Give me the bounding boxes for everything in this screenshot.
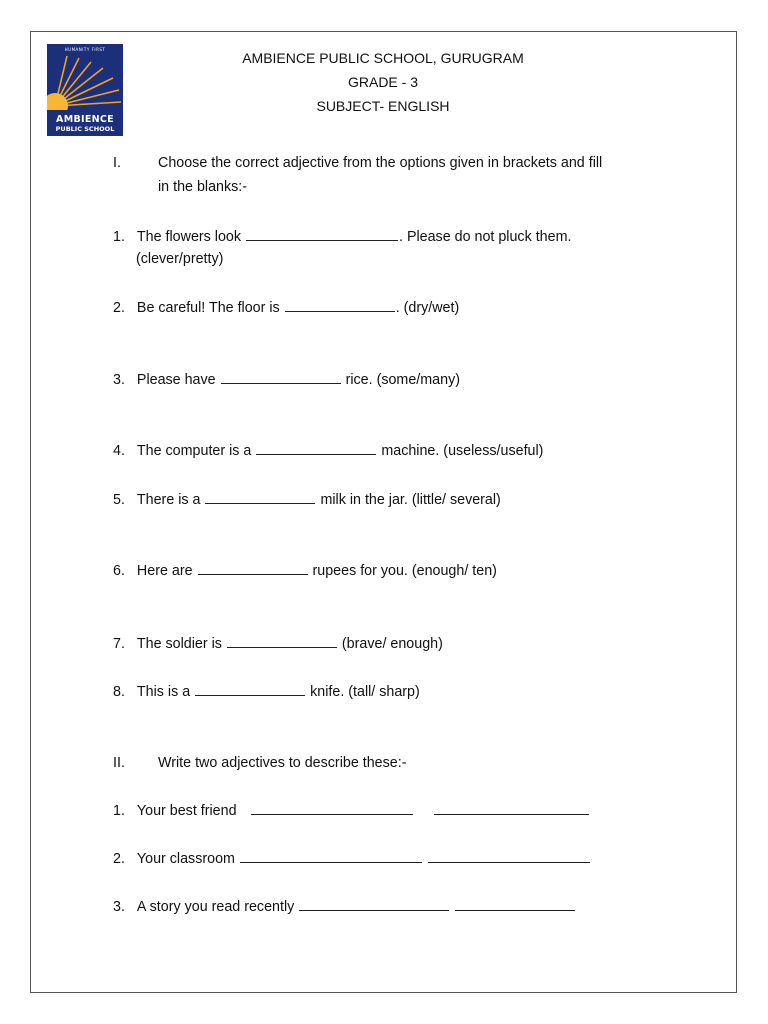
question-item	[113, 489, 501, 510]
question-number: 1.	[113, 229, 125, 245]
question-number: 8.	[113, 684, 125, 700]
answer-blank[interactable]	[251, 800, 413, 815]
answer-blank[interactable]	[285, 297, 395, 312]
question-text-after: machine. (useless/useful)	[381, 443, 544, 459]
question-number: 2.	[113, 300, 125, 316]
question-number: 3.	[113, 899, 125, 915]
grade-label: GRADE - 3	[347, 74, 418, 90]
section-instruction: Choose the correct adjective from the options given in brackets and fill	[158, 155, 603, 171]
question-text-after: milk in the jar. (little/ several)	[320, 492, 501, 508]
school-name: AMBIENCE PUBLIC SCHOOL, GURUGRAM	[242, 50, 524, 66]
question-text-after: rice. (some/many)	[345, 372, 460, 388]
question-text-after: (brave/ enough)	[341, 636, 443, 652]
question-number: 6.	[113, 563, 125, 579]
question-number: 4.	[113, 443, 125, 459]
question-text: There is a	[136, 492, 201, 508]
answer-blank[interactable]	[227, 633, 337, 648]
question-number: 7.	[113, 636, 125, 652]
answer-blank[interactable]	[221, 369, 341, 384]
question-text-after: . (dry/wet)	[395, 300, 460, 316]
answer-blank[interactable]	[299, 896, 449, 911]
question-number: 2.	[113, 851, 125, 867]
answer-blank[interactable]	[198, 560, 308, 575]
describe-item	[113, 800, 590, 821]
question-number: 3.	[113, 372, 125, 388]
question-item	[113, 681, 420, 702]
question-text: This is a	[136, 684, 191, 700]
describe-item	[113, 896, 576, 917]
question-item	[113, 226, 571, 247]
answer-blank[interactable]	[455, 896, 575, 911]
question-item	[113, 369, 460, 390]
question-number: 1.	[113, 803, 125, 819]
question-item	[113, 297, 459, 318]
section-numeral: I.	[113, 155, 121, 171]
describe-item	[113, 848, 591, 869]
question-text: The soldier is	[136, 636, 222, 652]
school-logo	[47, 44, 123, 136]
question-number: 5.	[113, 492, 125, 508]
describe-label: Your classroom	[136, 851, 235, 867]
describe-label: A story you read recently	[136, 899, 295, 915]
answer-blank[interactable]	[205, 489, 315, 504]
section-instruction: Write two adjectives to describe these:-	[158, 755, 407, 771]
question-text: Please have	[136, 372, 216, 388]
question-text: The flowers look	[136, 229, 242, 245]
logo-name: AMBIENCE	[56, 114, 114, 125]
answer-blank[interactable]	[428, 848, 590, 863]
logo-subname: PUBLIC SCHOOL	[55, 125, 115, 133]
question-text-after: rupees for you. (enough/ ten)	[312, 563, 497, 579]
question-text: Be careful! The floor is	[136, 300, 280, 316]
answer-blank[interactable]	[240, 848, 422, 863]
question-text: The computer is a	[136, 443, 252, 459]
question-text-after: . Please do not pluck them.	[399, 229, 572, 245]
question-text: Here are	[136, 563, 193, 579]
question-item	[113, 440, 543, 461]
question-item	[113, 633, 443, 654]
section-numeral: II.	[113, 755, 125, 771]
section-instruction-cont: in the blanks:-	[158, 179, 248, 195]
subject-label: SUBJECT- ENGLISH	[316, 98, 450, 114]
question-options: (clever/pretty)	[136, 251, 224, 267]
describe-label: Your best friend	[136, 803, 237, 819]
answer-blank[interactable]	[195, 681, 305, 696]
question-item	[113, 560, 497, 581]
answer-blank[interactable]	[256, 440, 376, 455]
logo-motto: HUMANITY FIRST	[64, 47, 106, 52]
answer-blank[interactable]	[246, 226, 398, 241]
answer-blank[interactable]	[434, 800, 589, 815]
question-text-after: knife. (tall/ sharp)	[310, 684, 420, 700]
